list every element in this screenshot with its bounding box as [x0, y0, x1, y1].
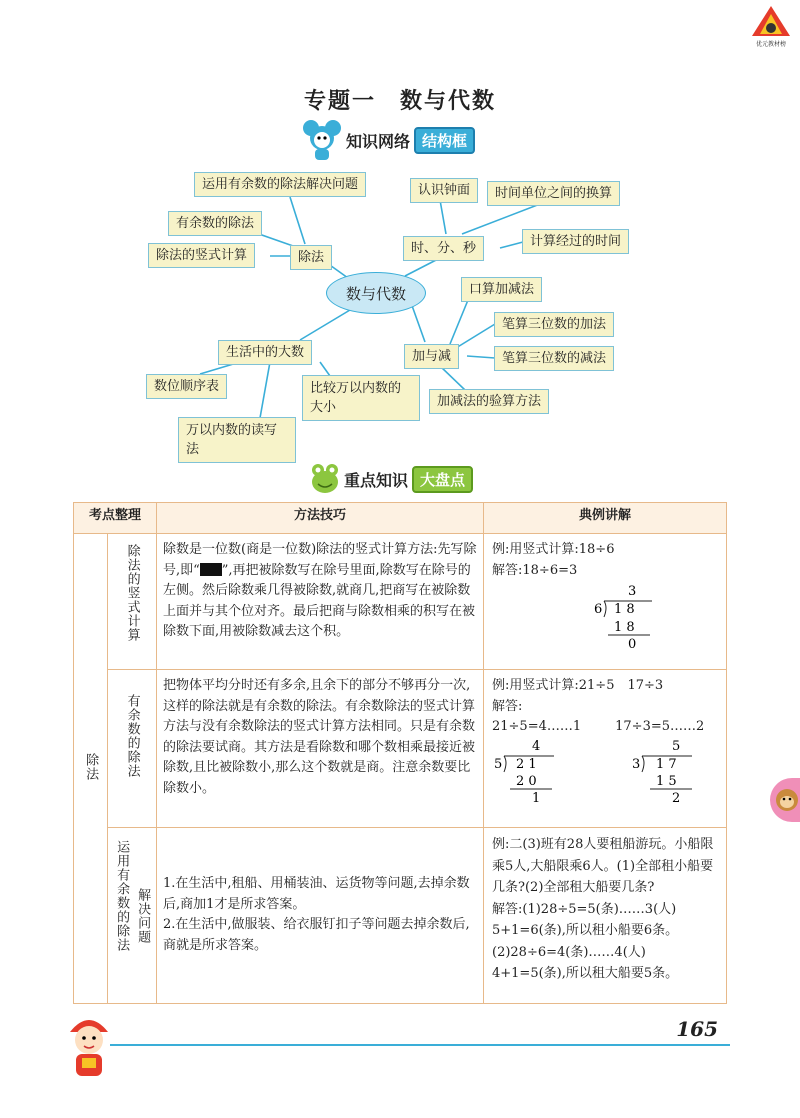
- ld-dividend: 2 1: [516, 756, 537, 772]
- col-header-example: 典例讲解: [484, 503, 727, 534]
- col-header-method: 方法技巧: [157, 503, 484, 534]
- col-header-topic: 考点整理: [74, 503, 157, 534]
- node-elapsed-time: 计算经过的时间: [522, 229, 629, 254]
- node-oral-calculation: 口算加减法: [461, 277, 542, 302]
- table-header-row: [74, 503, 727, 534]
- node-big-numbers: 生活中的大数: [218, 340, 312, 365]
- node-vertical-division: 除法的竖式计算: [148, 243, 255, 268]
- ld-quotient: 3: [628, 584, 637, 599]
- ld-quotient: 4: [532, 738, 541, 754]
- ld-product: 1 5: [656, 773, 677, 789]
- topic-label-2: 解决问题: [135, 888, 151, 944]
- method-cell: 把物体平均分时还有多余,且余下的部分不够再分一次,这样的除法就是有余数的除法。有余数除法的竖式计算方法与没有余数除法的竖式计算方法相同。只是有余数的除法要试商。其方法是看除数和哪个数相乘最接近被除数,且比被除数小,那么这个数就是商。注意余数要比除数小。: [157, 670, 484, 828]
- key-points-table: [73, 502, 727, 1004]
- example-cell: 例:用竖式计算:18÷6 解答:18÷6=3 3 6 1 8 1 8 0: [484, 534, 727, 670]
- redacted-block: [200, 563, 222, 576]
- monkey-face-icon: [774, 787, 800, 813]
- node-clock: 认识钟面: [410, 178, 478, 203]
- node-add-subtract: 加与减: [404, 344, 459, 369]
- ld-divisor: 5: [494, 756, 503, 772]
- node-time-units: 时间单位之间的换算: [487, 181, 620, 206]
- example-cell: 例:用竖式计算:21÷5 17÷3 解答: 21÷5=4……1 17÷3=5……2 4 5 2 1 2 0 1 5 3 1 7 1 5 2: [484, 670, 727, 828]
- mindmap-center: 数与代数: [326, 272, 426, 314]
- page-number: 165: [676, 1017, 718, 1041]
- table-row: [74, 534, 727, 670]
- topic-label: 有余数的除法: [124, 694, 140, 778]
- node-remainder-division: 有余数的除法: [168, 211, 262, 236]
- page-title: 专题一 数与代数: [303, 89, 496, 114]
- equation-2: 17÷3=5……2: [615, 719, 705, 734]
- topic-cell: [108, 828, 157, 1004]
- table-row: [74, 828, 727, 1004]
- long-division-17-3: [630, 738, 720, 804]
- node-place-order: 数位顺序表: [146, 374, 227, 399]
- ld-remainder: 0: [628, 637, 637, 651]
- category-label: 除法: [83, 752, 99, 781]
- topic-cell: [108, 670, 157, 828]
- banner-tag: 结构框: [414, 127, 475, 154]
- topic-label: 运用有余数的除法: [114, 840, 130, 952]
- ld-remainder: 1: [532, 790, 541, 804]
- ld-dividend: 1 7: [656, 756, 677, 772]
- node-read-write: 万以内数的读写法: [178, 417, 296, 463]
- banner-title: 重点知识: [344, 470, 409, 490]
- footer-rule: [110, 1044, 730, 1046]
- method-cell: 除数是一位数(商是一位数)除法的竖式计算方法:先写除号,即“ ”,再把被除数写在除号里面,除数写在除号的左侧。然后除数乘几得被除数,就商几,把商写在被除数上面并与其个位对齐。最后把商与除数相乘的积写在被除数下面,用被除数减去这个积。: [157, 534, 484, 670]
- long-division-21-5: [492, 738, 582, 804]
- node-compare-numbers: 比较万以内数的大小: [302, 375, 420, 421]
- ld-product: 2 0: [516, 773, 537, 789]
- node-written-subtraction: 笔算三位数的减法: [494, 346, 614, 371]
- node-division: 除法: [290, 245, 332, 270]
- table-row: [74, 670, 727, 828]
- ld-divisor: 3: [632, 756, 641, 772]
- banner-title: 知识网络: [346, 131, 411, 151]
- boy-mascot-icon: [64, 1008, 114, 1088]
- node-check-method: 加减法的验算方法: [429, 389, 549, 414]
- example-cell: 例:二(3)班有28人要租船游玩。小船限乘5人,大船限乘6人。(1)全部租小船要几条?(2)全部租大船要几条? 解答:(1)28÷5=5(条)……3(人) 5+1=6(条),所以租小船要6条。 (2)28÷6=4(条)……4(人) 4+1=5(条),所以租大船要5条。: [484, 828, 727, 1004]
- side-tab: [770, 778, 800, 822]
- node-remainder-apply: 运用有余数的除法解决问题: [194, 172, 366, 197]
- category-cell: [74, 534, 108, 1004]
- banner-tag: 大盘点: [412, 466, 473, 493]
- topic-label: 除法的竖式计算: [124, 544, 140, 642]
- ld-remainder: 2: [672, 790, 681, 804]
- frog-mascot-icon: [310, 462, 340, 496]
- ld-dividend: 1 8: [614, 602, 635, 617]
- node-written-addition: 笔算三位数的加法: [494, 312, 614, 337]
- node-time: 时、分、秒: [403, 236, 484, 261]
- ld-product: 1 8: [614, 620, 635, 635]
- topic-cell: [108, 534, 157, 670]
- long-division-18-6: [582, 583, 682, 651]
- key-knowledge-banner: [310, 462, 473, 496]
- method-cell: 1.在生活中,租船、用桶装油、运货物等问题,去掉余数后,商加1才是所求答案。 2.在生活中,做服装、给衣服钉扣子等问题去掉余数后,商就是所求答案。: [157, 828, 484, 1004]
- ld-divisor: 6: [594, 602, 603, 617]
- ld-quotient: 5: [672, 738, 681, 754]
- logo-text: 优元教材榜: [755, 41, 786, 48]
- equation-1: 21÷5=4……1: [492, 719, 582, 734]
